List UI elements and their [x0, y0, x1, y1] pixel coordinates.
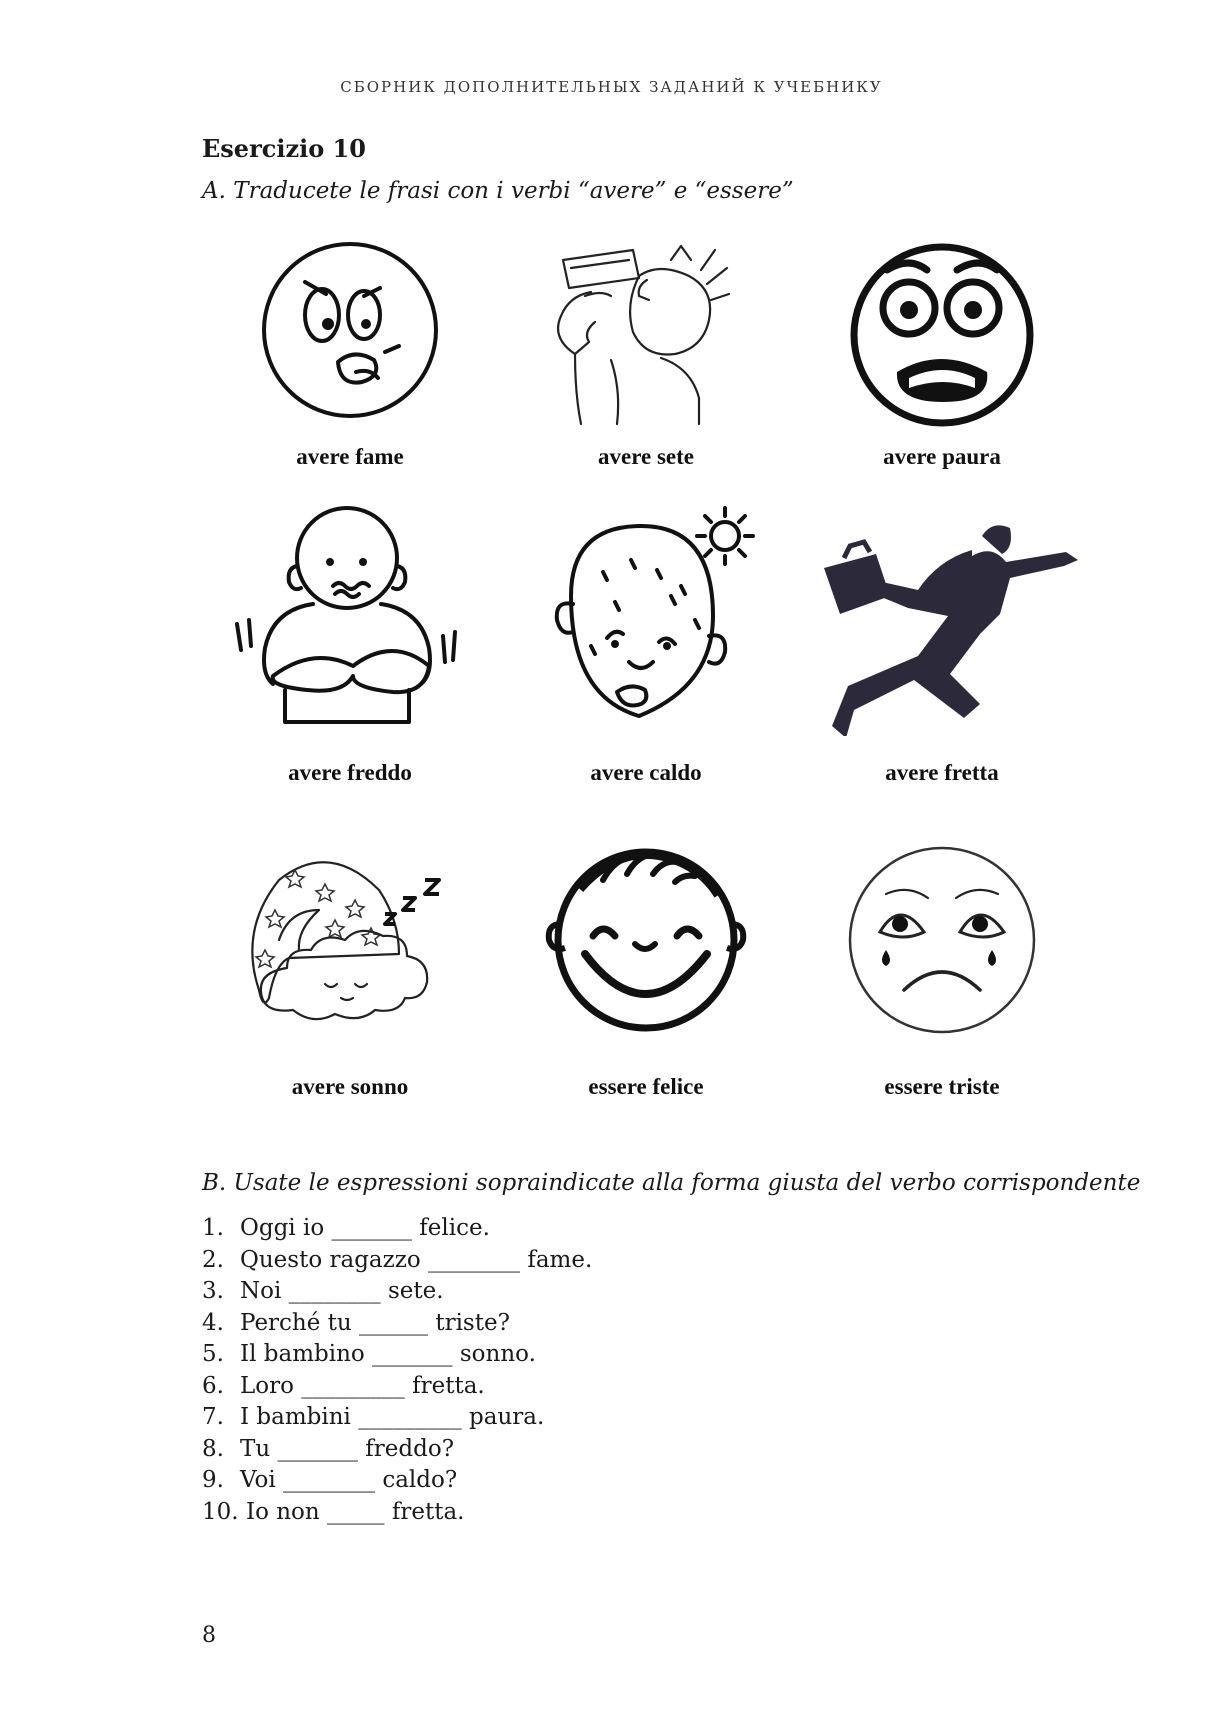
item-text: Questo ragazzo ________ fame. [240, 1246, 593, 1273]
list-item [202, 1213, 592, 1245]
item-number: 6. [202, 1372, 224, 1399]
cold-person-icon [225, 496, 465, 736]
exercise-title: Esercizio 10 [202, 134, 366, 163]
picture-caption: avere fame [296, 444, 404, 469]
list-item [202, 1308, 592, 1340]
picture-caption: essere felice [588, 1074, 704, 1099]
item-number: 5. [202, 1341, 224, 1367]
item-number: 7. [202, 1404, 224, 1430]
picture-caption: avere paura [883, 444, 1001, 469]
picture-cell [802, 496, 1082, 776]
picture-caption: avere sete [598, 444, 694, 469]
item-text: Tu _______ freddo? [240, 1435, 455, 1462]
picture-caption: avere sonno [291, 1074, 409, 1099]
exercise-part-a-instruction: A. Traducete le frasi con i verbi “avere” e “essere” [202, 178, 794, 204]
happy-face-icon [541, 840, 751, 1040]
item-number: 4. [202, 1309, 224, 1336]
page-number: 8 [202, 1623, 216, 1648]
exercise-part-b-instruction: B. Usate le espressioni sopraindicate alla forma giusta del verbo corrispondente [202, 1170, 1141, 1196]
list-item [202, 1245, 592, 1277]
list-item [202, 1434, 592, 1466]
list-item [202, 1276, 592, 1308]
item-number: 10. [202, 1498, 239, 1525]
hot-face-icon [531, 496, 771, 736]
picture-cell [210, 496, 490, 776]
sentence-list [202, 1213, 592, 1528]
picture-cell [802, 240, 1082, 520]
picture-caption: avere fretta [885, 760, 999, 785]
hungry-face-icon [260, 240, 440, 420]
item-text: Oggi io _______ felice. [240, 1215, 490, 1241]
picture-caption: avere freddo [288, 760, 412, 785]
item-number: 2. [202, 1246, 224, 1273]
picture-cell [506, 240, 786, 520]
item-text: Noi ________ sete. [240, 1278, 444, 1304]
item-number: 9. [202, 1467, 224, 1493]
item-number: 3. [202, 1278, 224, 1304]
running-header: СБОРНИК ДОПОЛНИТЕЛЬНЫХ ЗАДАНИЙ К УЧЕБНИКУ [340, 78, 883, 96]
picture-caption: avere caldo [590, 760, 702, 785]
item-text: Loro _________ fretta. [240, 1372, 485, 1399]
item-text: Il bambino _______ sonno. [240, 1341, 536, 1367]
list-item [202, 1465, 592, 1497]
running-businessman-icon [822, 496, 1082, 736]
list-item [202, 1402, 592, 1434]
item-number: 8. [202, 1435, 224, 1462]
scared-face-icon [847, 240, 1037, 430]
item-text: Voi ________ caldo? [240, 1467, 458, 1493]
list-item [202, 1339, 592, 1371]
picture-cell [210, 240, 490, 520]
sad-face-icon [842, 840, 1042, 1040]
sleeping-cloud-icon [225, 840, 465, 1040]
picture-cell [506, 496, 786, 776]
item-number: 1. [202, 1215, 224, 1241]
item-text: I bambini _________ paura. [240, 1404, 545, 1430]
picture-caption: essere triste [884, 1074, 1000, 1099]
list-item [202, 1371, 592, 1403]
item-text: Perché tu ______ triste? [240, 1309, 510, 1336]
item-text: Io non _____ fretta. [246, 1498, 465, 1525]
list-item [202, 1497, 592, 1529]
drinking-person-icon [551, 240, 741, 430]
